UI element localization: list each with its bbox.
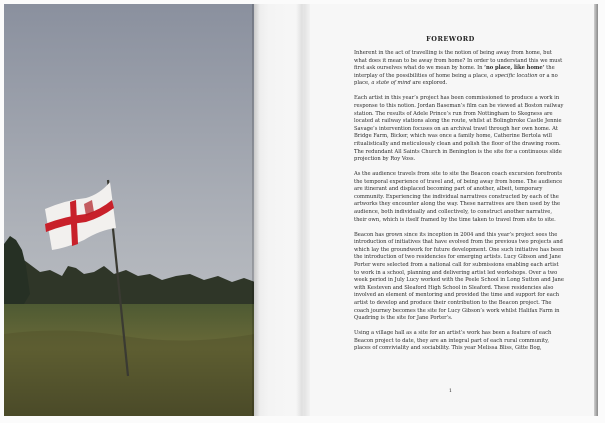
page-number: 1 [448, 388, 453, 394]
fold-shadow [296, 4, 310, 416]
paragraph-2: Each artist in this year’s project has been commissioned to produce a work in response to this notion. Jordan Baseman’s film can be viewed at Boston railway station. The results of Adele Prince’s run from Nottingham to Skegness are located at railway stations along the route, whilst at Bolingbroke Castle Jennie Savage’s intervention focuses on an archival trawl through her own home. At Bridge Farm, Bicker, which was once a family home, Catherine Bertola will ritualistically and meticulously clean and polish the floor of the drawing room. The redundant All Saints Church in Benington is the site for a continuous slide projection by Roy Voss. [354, 95, 564, 163]
page-edge [594, 4, 598, 416]
page-heading: FOREWORD [426, 35, 475, 43]
gutter-shadow [252, 4, 260, 416]
paragraph-4: Beacon has grown since its inception in 2004 and this year’s project sees the introduction of initiatives that have evolved from the previous two projects and which lay the groundwork for future development. One such initiative has been the introduction of two residencies for emerging artists. Lucy Gibson and Jane Porter were selected from a national call for submissions enabling each artist to work in a school, planning and delivering artist led workshops. Over a two week period in July Lucy worked with the Peele School in Long Sutton and Jane with Kesteven and Sleaford High School in Sleaford. These residencies also involved an element of mentoring and provided the time and support for each artist to develop and produce their contribution to the Beacon project. The coach journey becomes the site for Lucy Gibson’s work whilst Halifax Farm in Quadring is the site for Jane Porter’s. [354, 231, 564, 322]
paragraph-3: As the audience travels from site to site the Beacon coach excursion forefronts the temporal experience of travel and, of being away from home. The audience are itinerant and displaced becoming part of another, albeit, temporary community. Experiencing the individual narratives constructed by each of the artworks they encounter along the way. These narratives are then used by the audience, both individually and collectively, to construct another narrative, their own, which is itself framed by the time taken to travel from site to site. [354, 171, 563, 223]
paragraph-5: Using a village hall as a site for an artist’s work has been a feature of each Beacon project to date, they are an integral part of each rural community, places of conviviality and sociability. This year Melissa Bliss, Gitte Bog, [354, 330, 552, 352]
blank-page [254, 4, 302, 416]
foreword-page [304, 4, 597, 416]
foreword-body [354, 50, 564, 360]
paragraph-1: Inherent in the act of travelling is the notion of being away from home, but what does it mean to be away from home? In order to understand this we must first ask ourselves what do we mean by home. In ‘no place, like home’ the interplay of the possibilities of home being a place, a specific location or a no place, a state of mind are explored. [354, 50, 563, 87]
flag-photograph [4, 4, 255, 416]
